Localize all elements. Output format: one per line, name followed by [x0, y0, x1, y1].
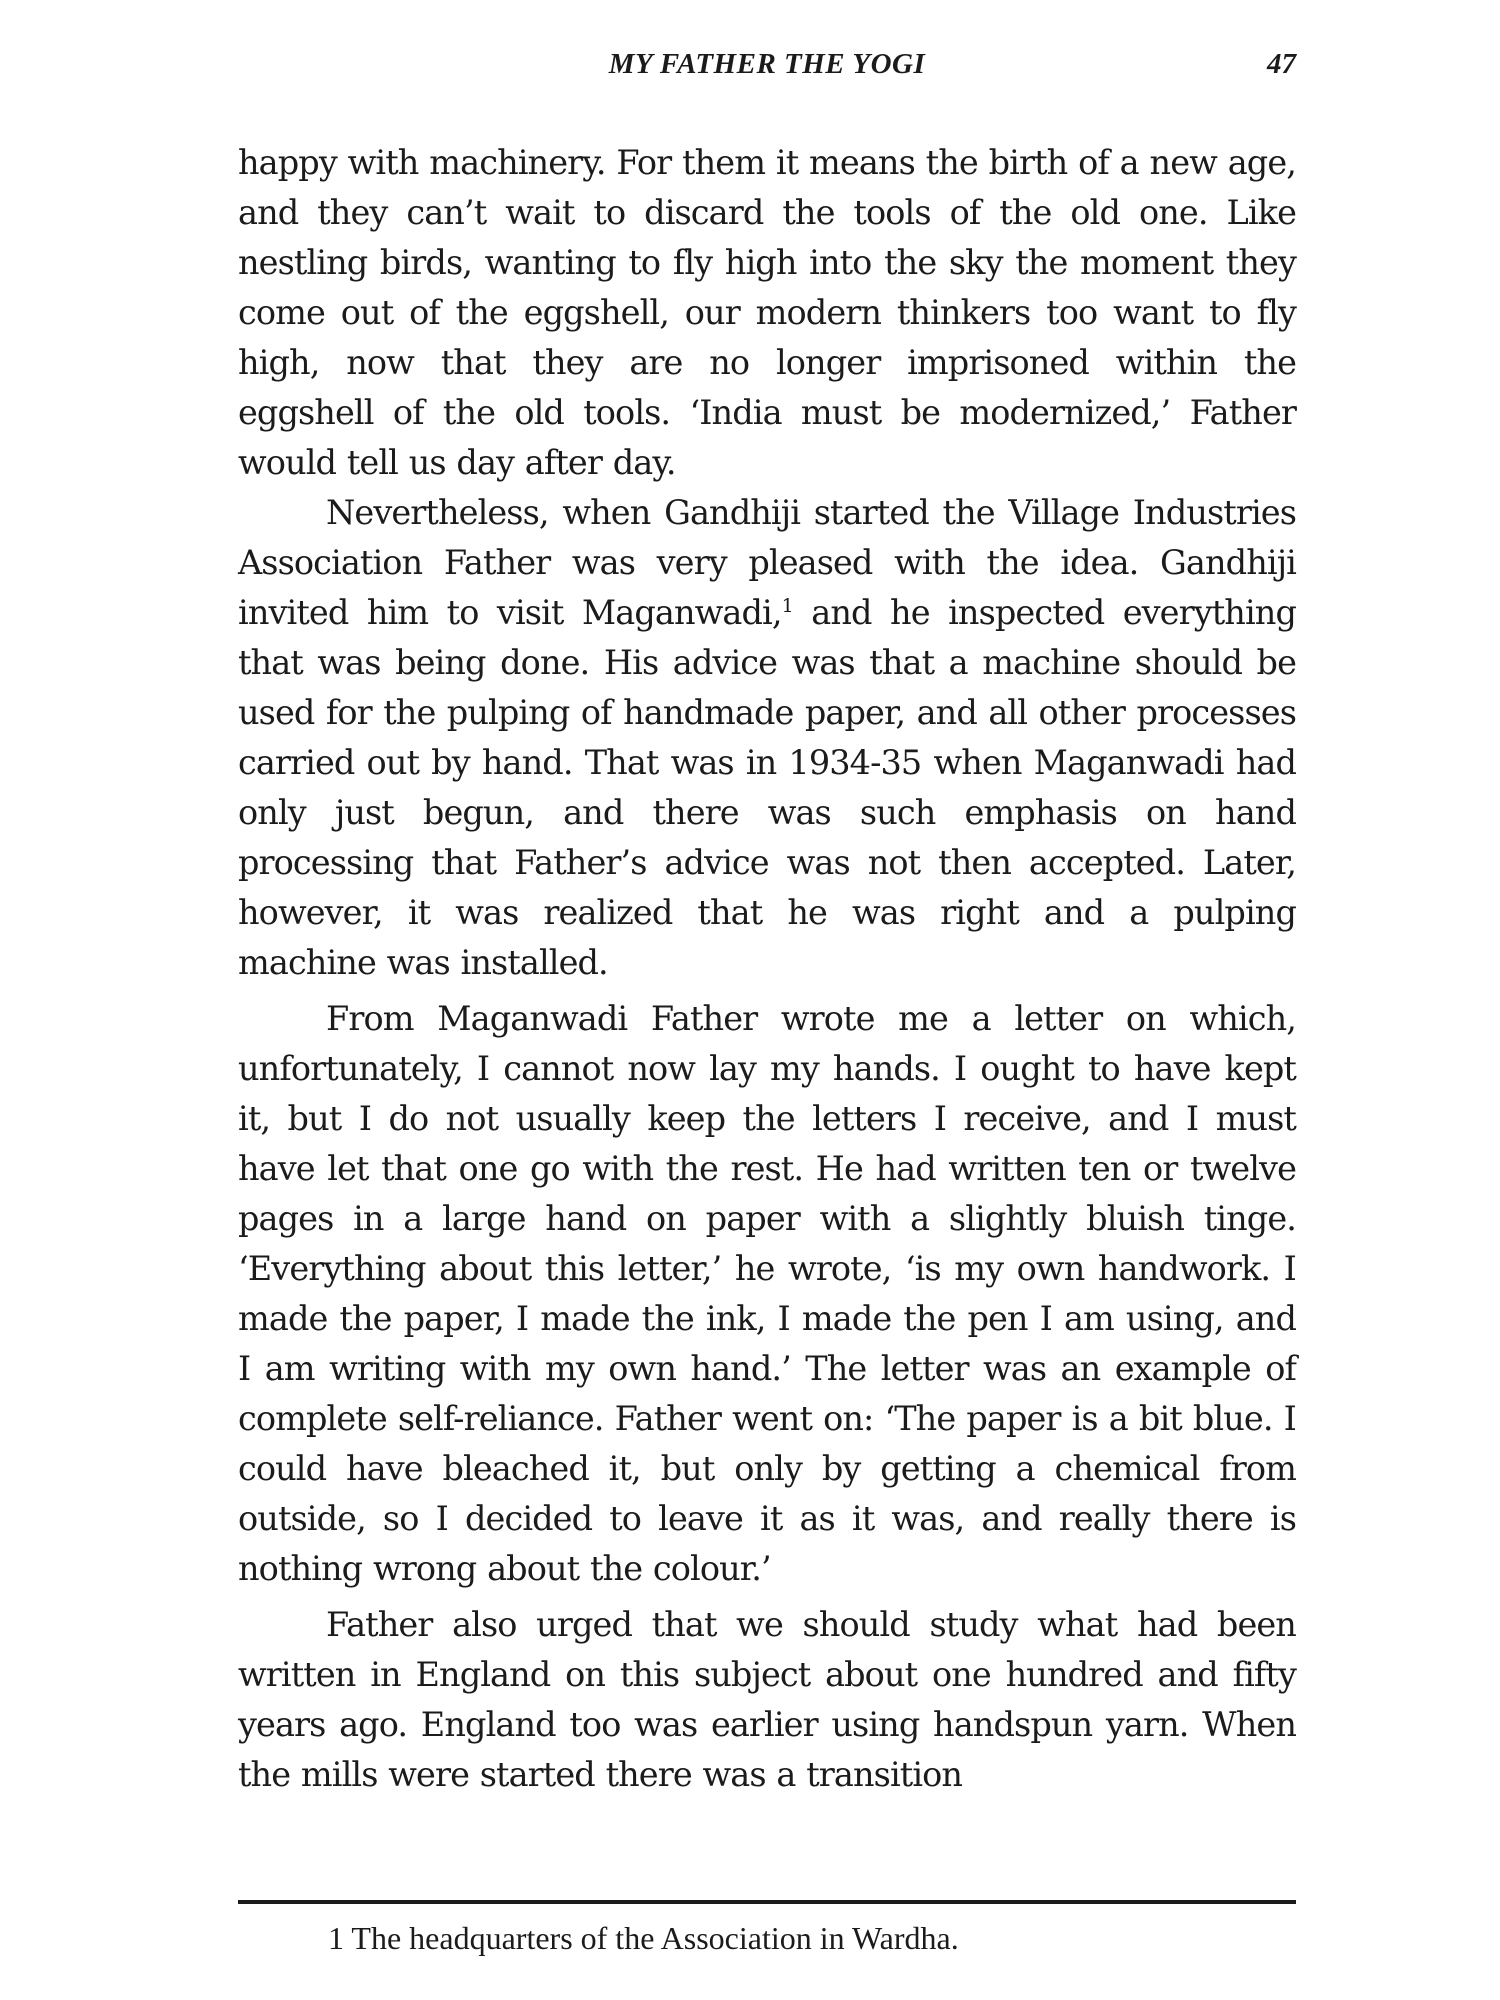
paragraph-2-text-continued: and he inspected everything that was being done. His advice was that a machine should be used for the pulping of handmade paper, and all other processes carried out by hand. That was in 1934-35 when Maganwadi had only just begun, and there was such emphasis on hand processing that Father’s advice was not then accepted. Later, however, it was realized that he was right and a pulping machine was installed.	[238, 593, 1296, 982]
page-number: 47	[1267, 48, 1296, 80]
footnote-divider	[238, 1900, 1296, 1904]
paragraph-3: From Maganwadi Father wrote me a letter on which, unfortunately, I cannot now lay my hands. I ought to have kept it, but I do not usually keep the letters I receive, and I must have let that one go with the rest. He had written ten or twelve pages in a large hand on paper with a slightly bluish tinge. ‘Everything about this letter,’ he wrote, ‘is my own handwork. I made the paper, I made the ink, I made the pen I am using, and I am writing with my own hand.’ The letter was an example of complete self-reliance. Father went on: ‘The paper is a bit blue. I could have bleached it, but only by getting a chemical from outside, so I decided to leave it as it was, and really there is nothing wrong about the colour.’	[238, 999, 1296, 1588]
running-head	[238, 48, 1296, 96]
paragraph-2	[238, 488, 1296, 988]
paragraph-4: Father also urged that we should study what had been written in England on this subject about one hundred and fifty years ago. England too was earlier using handspun yarn. When the mills were started there was a transition	[238, 1605, 1296, 1794]
footnote-marker: 1	[781, 594, 793, 617]
paragraph-1: happy with machinery. For them it means the birth of a new age, and they can’t wait to discard the tools of the old one. Like nestling birds, wanting to fly high into the sky the moment they come out of the eggshell, our modern thinkers too want to fly high, now that they are no longer imprisoned within the eggshell of the old tools. ‘India must be modernized,’ Father would tell us day after day.	[238, 143, 1296, 482]
paragraph-2-text: Nevertheless, when Gandhiji started the Village Industries Association Father was very pleased with the idea. Gandhiji invited him to visit Maganwadi,	[238, 493, 1296, 632]
footnote: 1 The headquarters of the Association in Wardha.	[328, 1920, 959, 1956]
body-text	[238, 138, 1296, 1800]
running-title: MY FATHER THE YOGI	[608, 48, 926, 80]
